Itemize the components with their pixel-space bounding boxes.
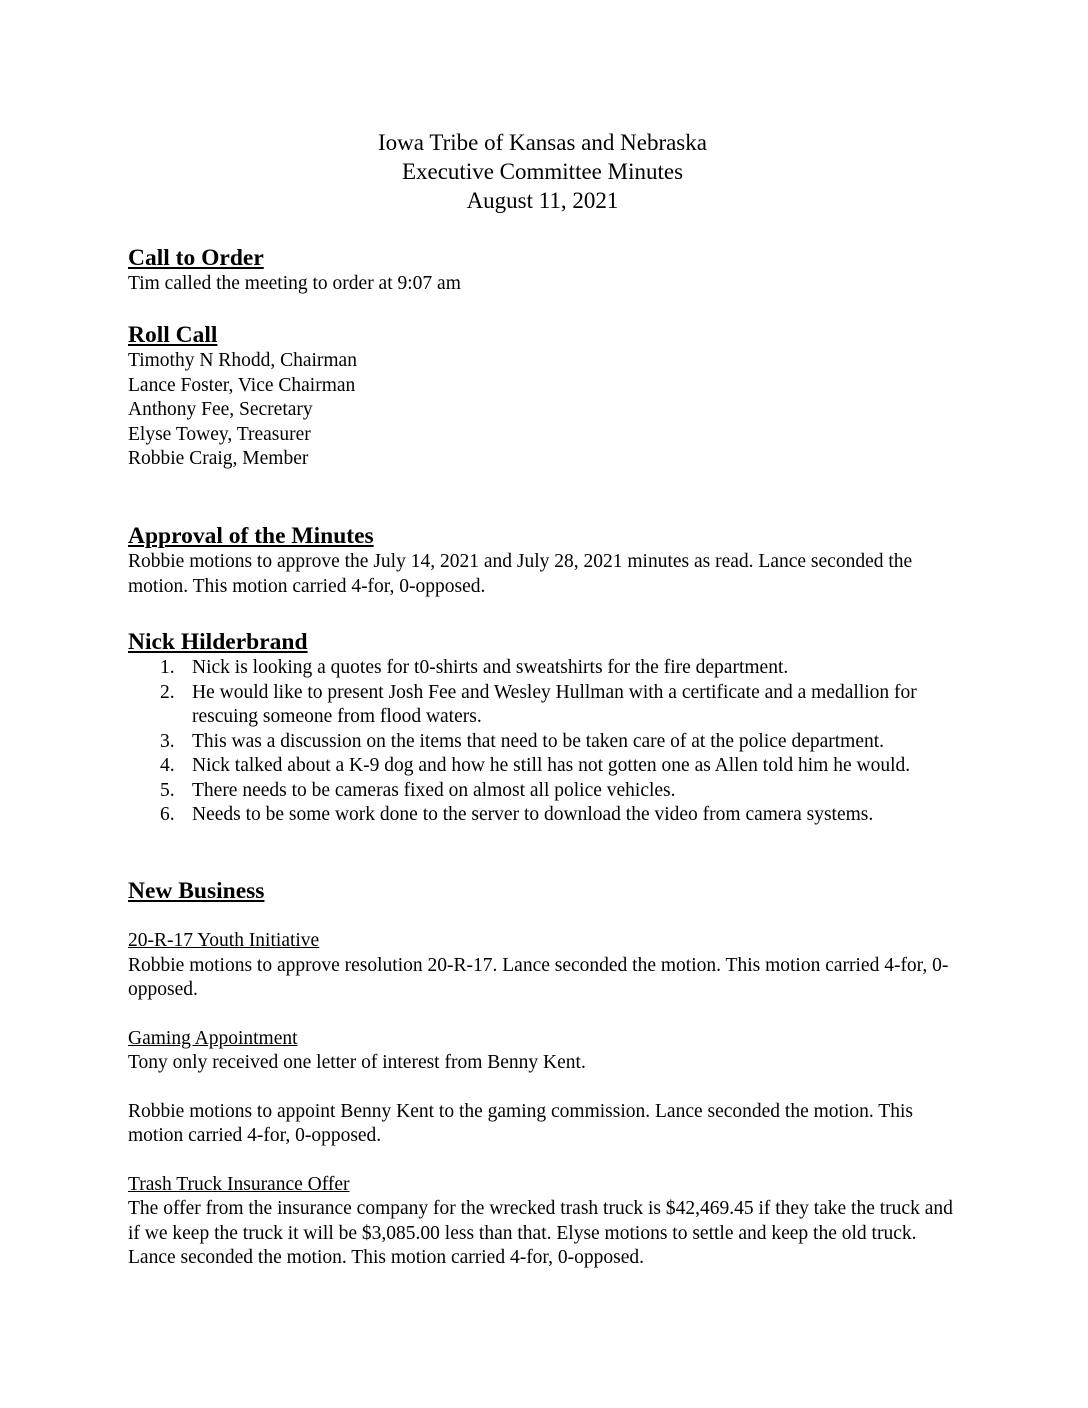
list-item [128, 779, 968, 804]
gaming-appointment-motion: Robbie motions to appoint Benny Kent to the gaming commission. Lance seconded the motion. This motion carried 4-for, 0-opposed. [128, 1100, 913, 1146]
document-header [0, 128, 1085, 215]
list-item-number: 1. [160, 657, 175, 678]
call-to-order-section [128, 244, 968, 297]
trash-truck-title: Trash Truck Insurance Offer [128, 1173, 350, 1195]
list-item [128, 803, 968, 828]
list-item-number: 2. [160, 681, 175, 703]
meeting-date: August 11, 2021 [466, 188, 619, 213]
nick-hilderbrand-section [128, 628, 968, 828]
list-item-text: Nick talked about a K-9 dog and how he still has not gotten one as Allen told him he would. [192, 755, 911, 776]
nick-items-list [128, 656, 968, 828]
list-item [128, 681, 968, 730]
list-item-text: There needs to be cameras fixed on almost all police vehicles. [192, 779, 676, 801]
roll-call-heading: Roll Call [128, 322, 218, 348]
list-item-text: Needs to be some work done to the server to download the video from camera systems. [192, 804, 874, 825]
roll-call-member: Robbie Craig, Member [128, 448, 309, 469]
trash-truck-text: The offer from the insurance company for the wrecked trash truck is $42,469.45 if they take the truck and if we keep the truck it will be $3,085.00 less than that. Elyse motions to settle and keep the old truck. Lance seconded the motion. This motion carried 4-for, 0-opposed. [128, 1198, 953, 1268]
document-title: Executive Committee Minutes [401, 159, 684, 184]
call-to-order-text: Tim called the meeting to order at 9:07 am [128, 273, 461, 294]
roll-call-member: Lance Foster, Vice Chairman [128, 374, 356, 396]
roll-call-section [128, 321, 968, 472]
new-business-heading: New Business [128, 878, 265, 904]
call-to-order-heading: Call to Order [128, 245, 264, 271]
list-item-number: 4. [160, 755, 175, 776]
roll-call-member: Timothy N Rhodd, Chairman [128, 350, 357, 371]
list-item [128, 656, 968, 681]
list-item-text: Nick is looking a quotes for t0-shirts and sweatshirts for the fire department. [192, 657, 789, 678]
new-business-section [128, 877, 968, 1271]
roll-call-member: Anthony Fee, Secretary [128, 399, 313, 420]
list-item [128, 730, 968, 755]
approval-section [128, 522, 968, 599]
youth-initiative-text: Robbie motions to approve resolution 20-R-17. Lance seconded the motion. This motion carried 4-for, 0-opposed. [128, 954, 949, 1000]
roll-call-member: Elyse Towey, Treasurer [128, 423, 311, 445]
list-item-number: 6. [160, 804, 175, 825]
list-item-number: 3. [160, 730, 175, 752]
gaming-appointment-title: Gaming Appointment [128, 1027, 298, 1049]
nick-hilderbrand-heading: Nick Hilderbrand [128, 629, 308, 655]
youth-initiative-title: 20-R-17 Youth Initiative [128, 930, 320, 951]
gaming-appointment-text: Tony only received one letter of interest from Benny Kent. [128, 1052, 586, 1073]
list-item [128, 754, 968, 779]
approval-text: Robbie motions to approve the July 14, 2021 and July 28, 2021 minutes as read. Lance seconded the motion. This motion carried 4-for, 0-opposed. [128, 551, 913, 597]
list-item-text: He would like to present Josh Fee and Wesley Hullman with a certificate and a medallion for rescuing someone from flood waters. [192, 681, 917, 727]
approval-heading: Approval of the Minutes [128, 523, 374, 549]
list-item-text: This was a discussion on the items that need to be taken care of at the police department. [192, 730, 885, 752]
list-item-number: 5. [160, 779, 175, 801]
organization-name: Iowa Tribe of Kansas and Nebraska [378, 130, 707, 155]
